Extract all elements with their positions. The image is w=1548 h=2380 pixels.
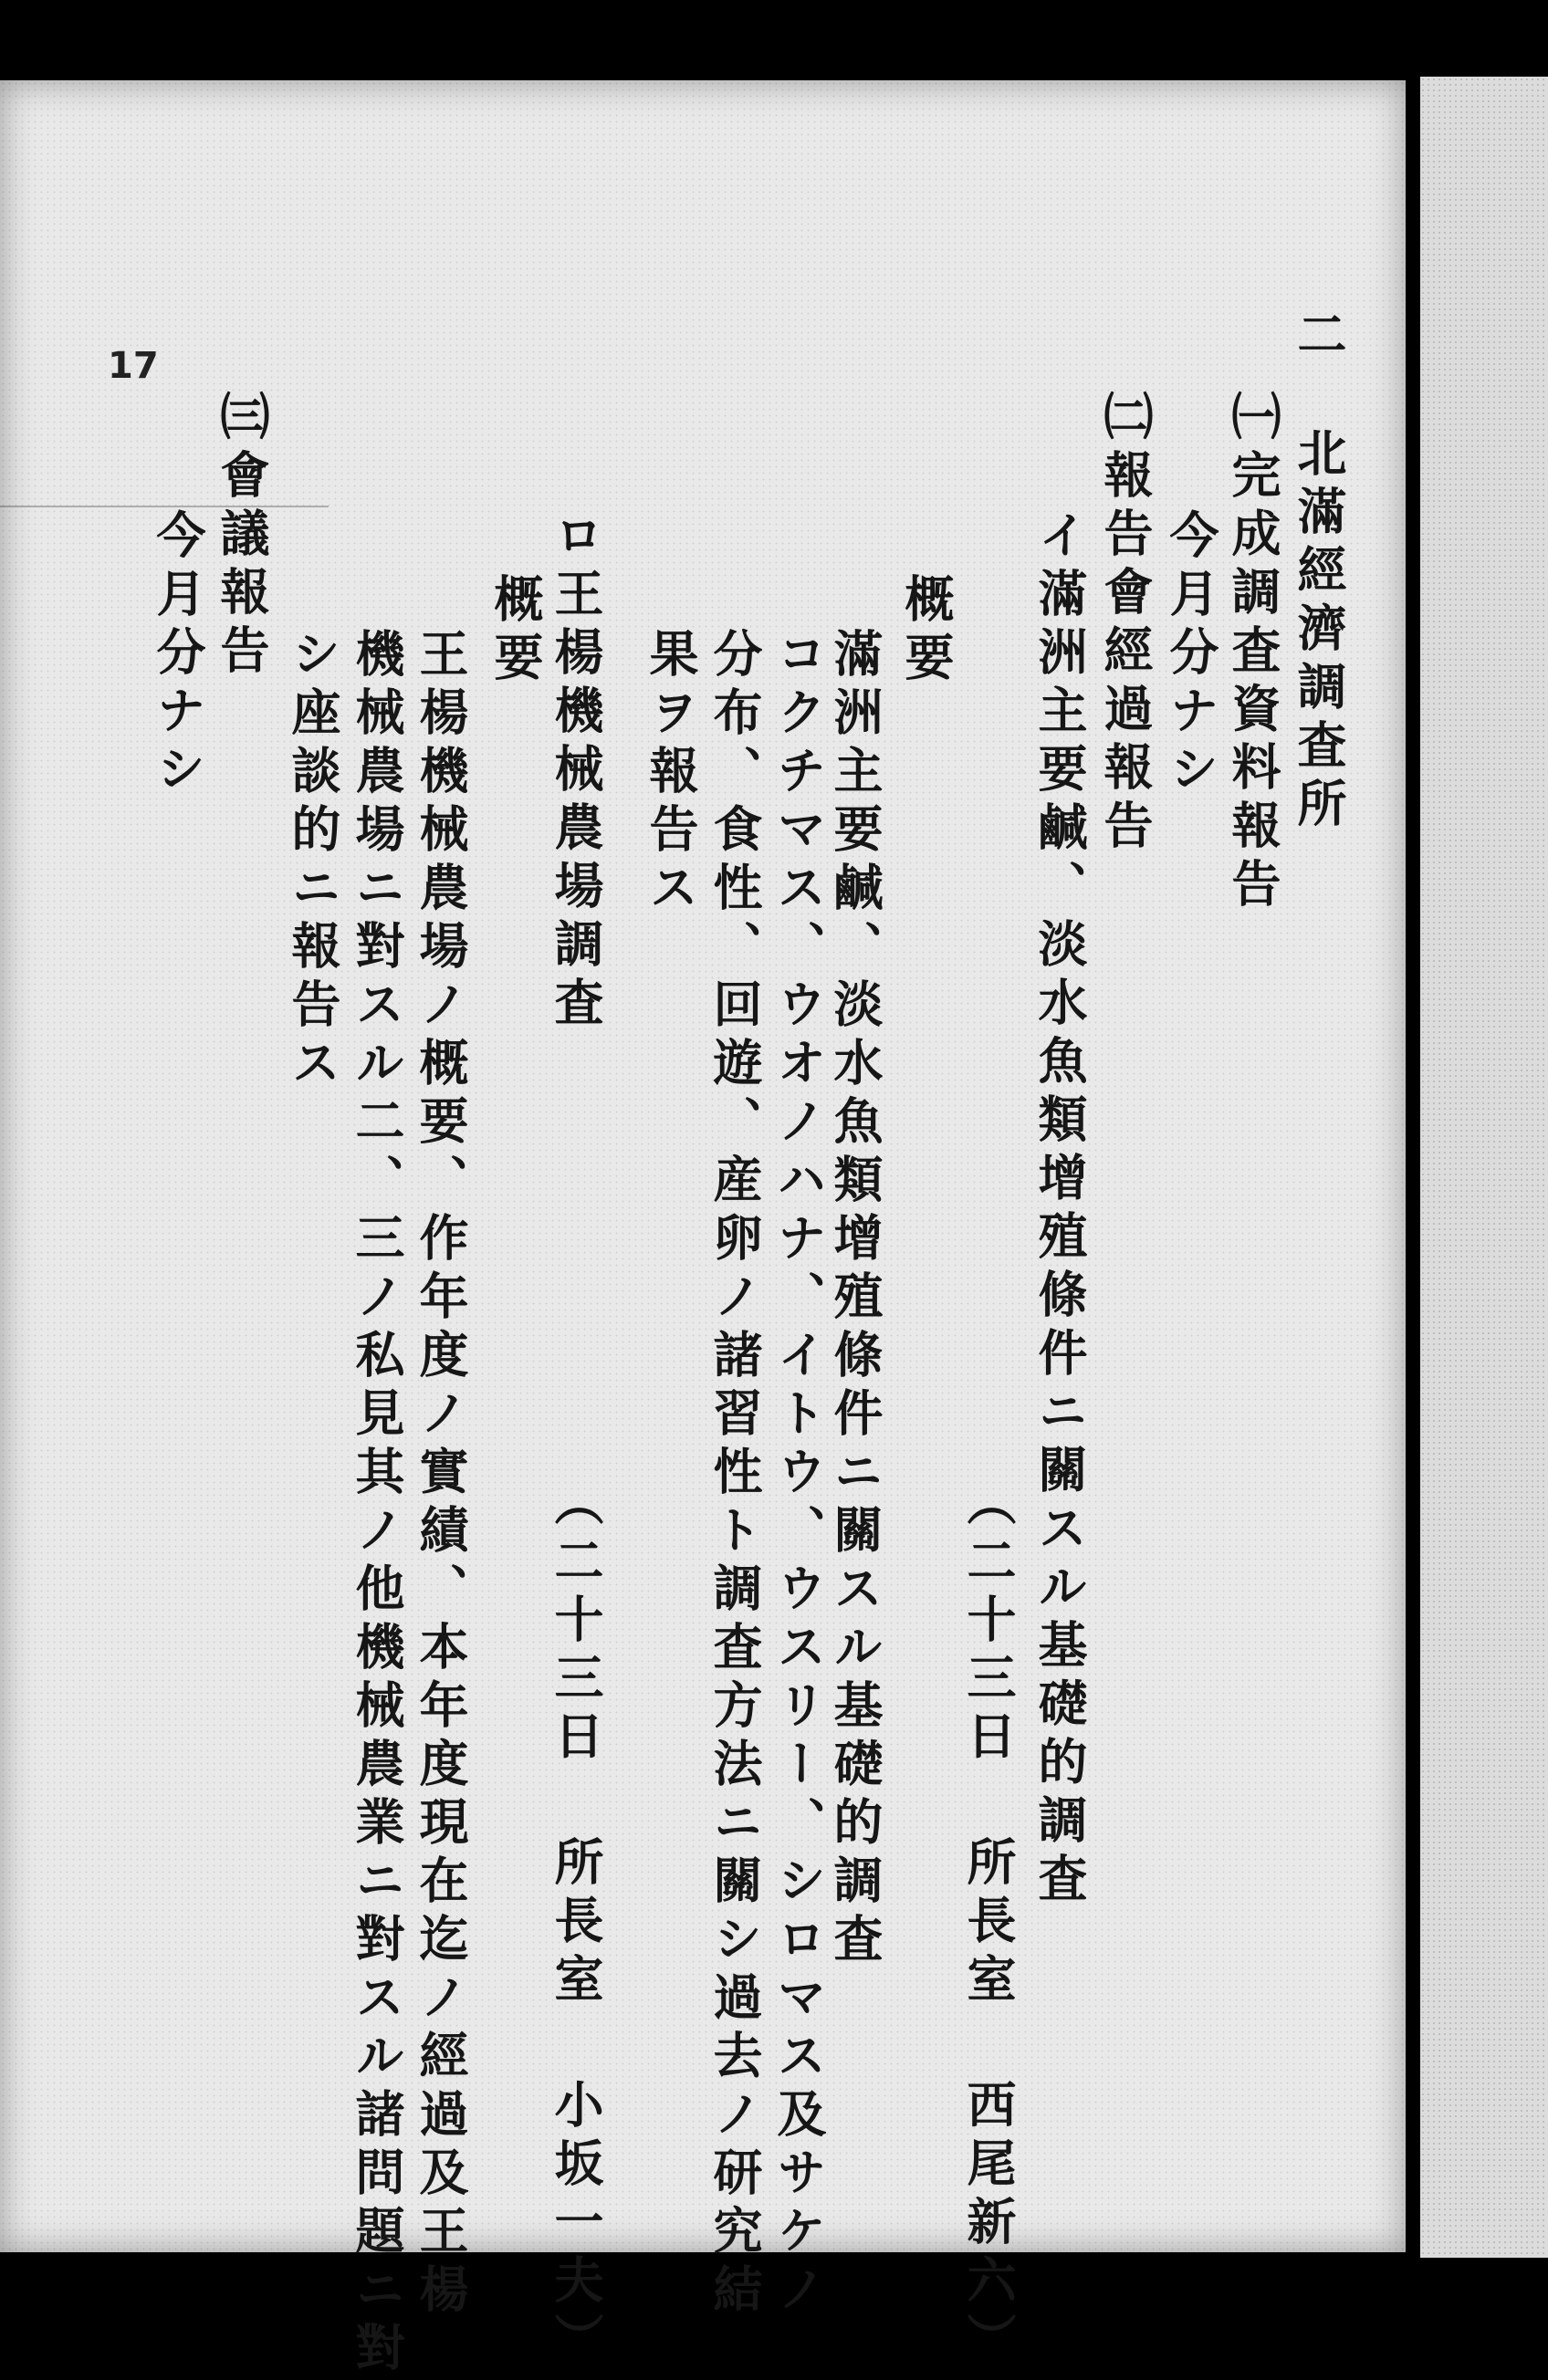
section-number: 二 bbox=[1290, 308, 1348, 367]
report-b-summary-line-2: 機械農場ニ對スル二、三ノ私見其ノ他機械農業ニ對スル諸問題ニ對 bbox=[348, 628, 406, 2380]
report-b-summary-label: 概要 bbox=[486, 573, 545, 690]
item-3-heading: ㈢會議報告 bbox=[213, 391, 271, 683]
report-a-meta: （二十三日 所長室 西尾新六） bbox=[959, 1477, 1018, 2371]
report-a-summary-line-3: 分布、食性、回遊、産卵ノ諸習性ト調査方法ニ關シ過去ノ研究結 bbox=[706, 628, 764, 2322]
item-1-heading: ㈠完成調査資料報告 bbox=[1224, 391, 1282, 916]
item-2-heading: ㈡報告會經過報告 bbox=[1096, 391, 1155, 858]
report-b-summary-line-1: 王楊機械農場ノ概要、作年度ノ實績、本年度現在迄ノ經過及王楊 bbox=[412, 628, 470, 2322]
report-a-summary-line-4: 果ヲ報告ス bbox=[642, 628, 700, 920]
section-title: 北滿經濟調査所 bbox=[1290, 427, 1348, 836]
fold-line bbox=[0, 506, 329, 507]
adjacent-page-edge bbox=[1420, 77, 1548, 2258]
report-a-summary-label: 概要 bbox=[897, 573, 956, 690]
report-b-summary-line-3: シ座談的ニ報告ス bbox=[284, 628, 342, 1095]
report-b-title: ロ王楊機械農場調査 bbox=[547, 509, 605, 1035]
item-1-note: 今月分ナシ bbox=[1162, 509, 1220, 801]
report-a-summary-line-2: コクチマス、ウオノハナ、イトウ、ウスリー、シロマス及サケノ bbox=[769, 628, 828, 2322]
document-page bbox=[0, 80, 1406, 2380]
report-a-summary-line-1: 滿洲主要鹹、淡水魚類增殖條件ニ關スル基礎的調査 bbox=[826, 628, 884, 1971]
report-a-title: イ滿洲主要鹹、淡水魚類增殖條件ニ關スル基礎的調査 bbox=[1030, 509, 1089, 1911]
page-number: 17 bbox=[108, 345, 159, 387]
report-b-meta: （二十三日 所長室 小坂一夫） bbox=[547, 1477, 605, 2371]
item-3-note: 今月分ナシ bbox=[149, 509, 207, 801]
